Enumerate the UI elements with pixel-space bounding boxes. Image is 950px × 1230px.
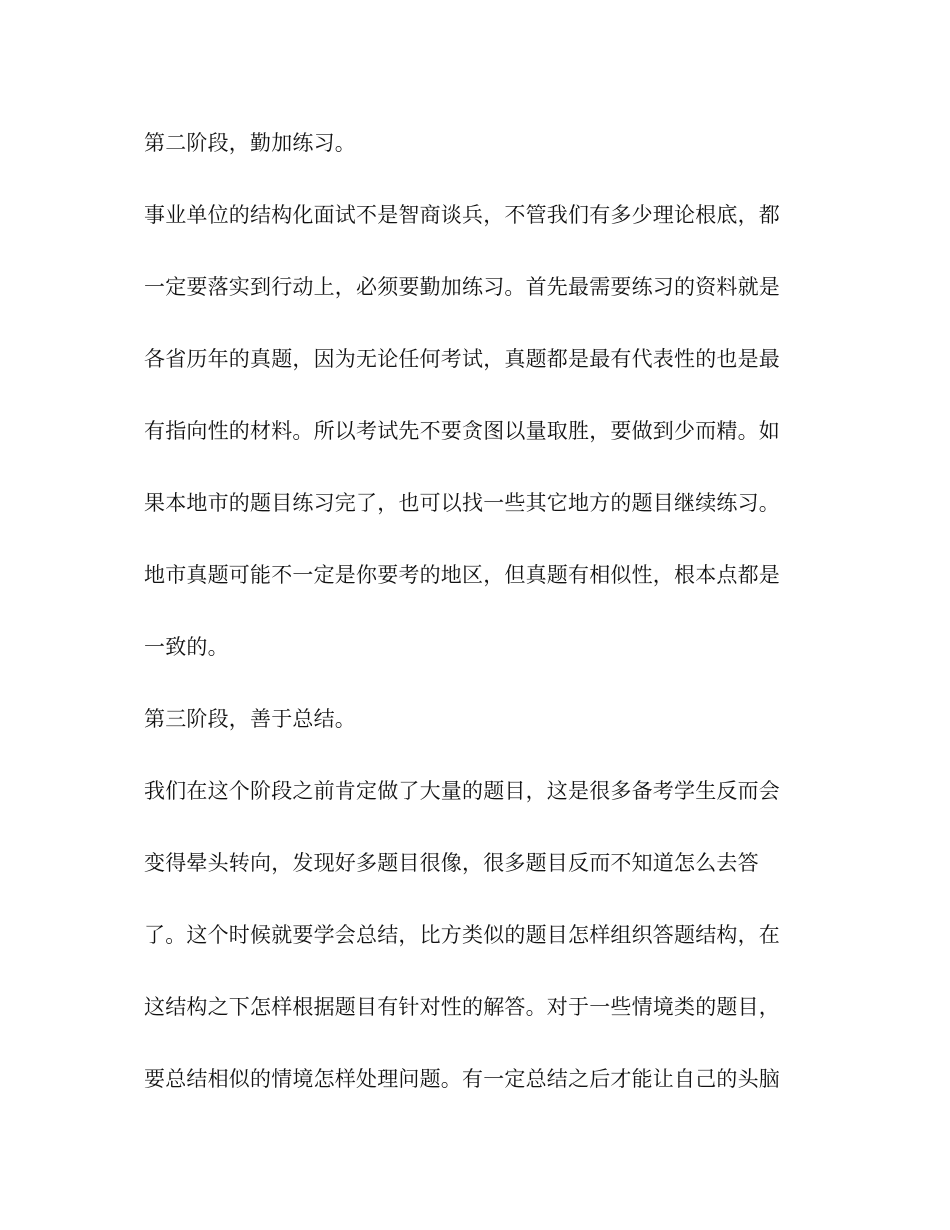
- paragraph-line: 一致的。: [144, 635, 229, 659]
- paragraph-line: 地市真题可能不一定是你要考的地区，但真题有相似性，根本点都是: [144, 563, 780, 587]
- paragraph-line: 我们在这个阶段之前肯定做了大量的题目，这是很多备考学生反而会: [144, 779, 780, 803]
- paragraph-line: 要总结相似的情境怎样处理问题。有一定总结之后才能让自己的头脑: [144, 1067, 780, 1091]
- paragraph-line: 这结构之下怎样根据题目有针对性的解答。对于一些情境类的题目，: [144, 995, 780, 1019]
- paragraph-line: 各省历年的真题，因为无论任何考试，真题都是最有代表性的也是最: [144, 347, 780, 371]
- paragraph-line: 一定要落实到行动上，必须要勤加练习。首先最需要练习的资料就是: [144, 275, 780, 299]
- paragraph-line: 果本地市的题目练习完了，也可以找一些其它地方的题目继续练习。: [144, 491, 780, 515]
- paragraph-line: 有指向性的材料。所以考试先不要贪图以量取胜，要做到少而精。如: [144, 419, 780, 443]
- paragraph-line: 事业单位的结构化面试不是智商谈兵，不管我们有多少理论根底，都: [144, 203, 780, 227]
- paragraph-line: 变得晕头转向，发现好多题目很像，很多题目反而不知道怎么去答: [144, 851, 759, 875]
- section-heading-stage-two: 第二阶段，勤加练习。: [144, 131, 356, 155]
- section-heading-stage-three: 第三阶段，善于总结。: [144, 707, 356, 731]
- paragraph-line: 了。这个时候就要学会总结，比方类似的题目怎样组织答题结构，在: [144, 923, 780, 947]
